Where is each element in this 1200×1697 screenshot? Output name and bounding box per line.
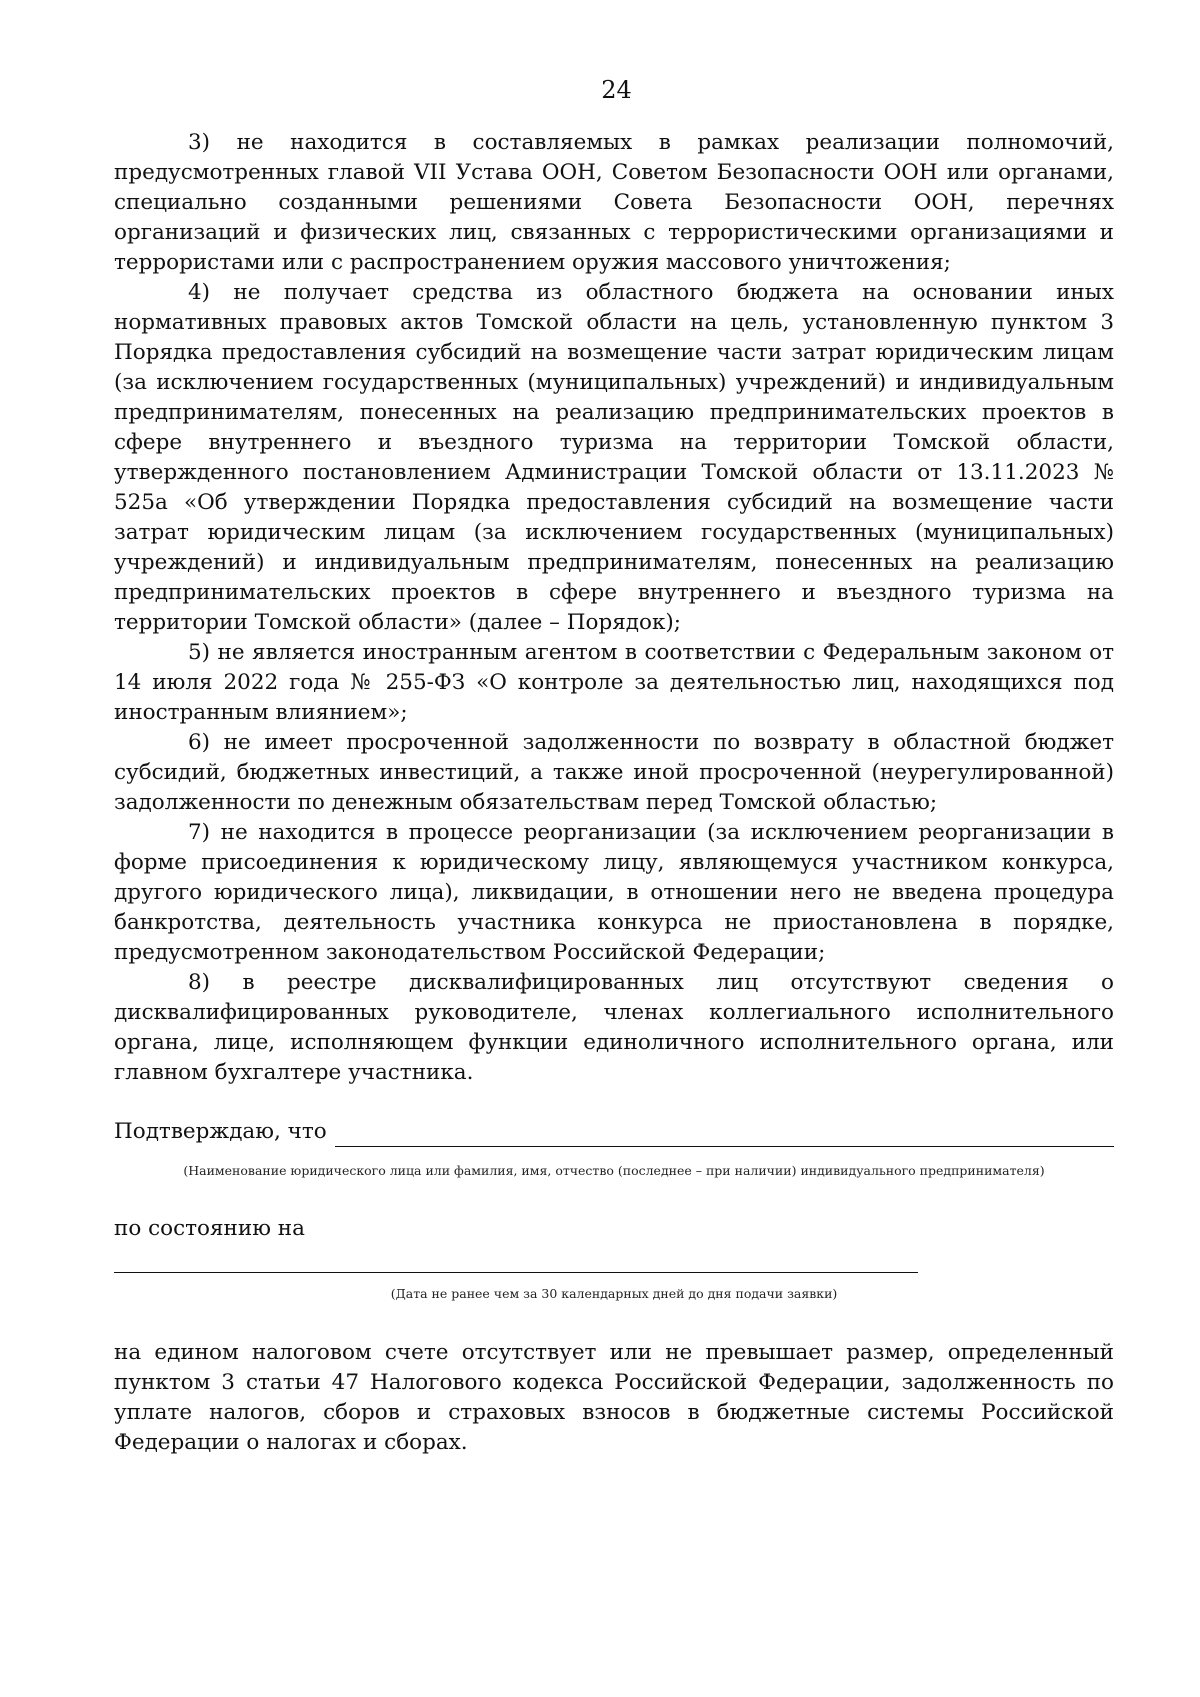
state-date-label: по состоянию на (114, 1216, 305, 1241)
condition-item-6: 6) не имеет просроченной задолженности по возврату в областной бюджет субсидий, бюджетных инвестиций, а также иной просроченной (неурегулированной) задолженности по денежным обязательствам перед Томской областью; (114, 730, 1114, 815)
state-date-hint: (Дата не ранее чем за 30 календарных дней до дня подачи заявки) (390, 1286, 838, 1301)
confirm-lead-text: Подтверждаю, что (114, 1119, 327, 1144)
condition-item-4: 4) не получает средства из областного бюджета на основании иных нормативных правовых актов Томской области на цель, установленную пунктом 3 Порядка предоставления субсидий на возмещение части затрат юридическим лицам (за исключением государственных (муниципальных) учреждений) и индивидуальным предпринимателям, понесенных на реализацию предпринимательских проектов в сфере внутреннего и въездного туризма на территории Томской области, утвержденного постановлением Администрации Томской области от 13.11.2023 № 525а «Об утверждении Порядка предоставления субсидий на возмещение части затрат юридическим лицам (за исключением государственных (муниципальных) учреждений) и индивидуальным предпринимателям, понесенных на реализацию предпринимательских проектов в сфере внутреннего и въездного туризма на территории Томской области» (далее – Порядок); (114, 280, 1114, 635)
condition-item-5: 5) не является иностранным агентом в соответствии с Федеральным законом от 14 июля 2022 года № 255-ФЗ «О контроле за деятельностью лиц, находящихся под иностранным влиянием»; (114, 640, 1114, 725)
applicant-name-hint: (Наименование юридического лица или фамилия, имя, отчество (последнее – при наличии) индивидуального предпринимателя) (183, 1163, 1045, 1178)
condition-item-7: 7) не находится в процессе реорганизации (за исключением реорганизации в форме присоединения к юридическому лицу, являющемуся участником конкурса, другого юридического лица), ликвидации, в отношении него не введена процедура банкротства, деятельность участника конкурса не приостановлена в порядке, предусмотренном законодательством Российской Федерации; (114, 820, 1114, 965)
page-number: 24 (601, 76, 632, 104)
state-date-field[interactable] (114, 1272, 918, 1273)
condition-item-8: 8) в реестре дисквалифицированных лиц отсутствуют сведения о дисквалифицированных руководителе, членах коллегиального исполнительного органа, лице, исполняющем функции единоличного исполнительного органа, или главном бухгалтере участника. (114, 970, 1114, 1085)
applicant-name-field[interactable] (335, 1122, 1114, 1147)
final-statement (114, 1338, 1114, 1458)
final-statement-text: на едином налоговом счете отсутствует или не превышает размер, определенный пунктом 3 статьи 47 Налогового кодекса Российской Федерации, задолженность по уплате налогов, сборов и страховых взносов в бюджетные системы Российской Федерации о налогах и сборах. (114, 1340, 1114, 1455)
condition-item-3: 3) не находится в составляемых в рамках реализации полномочий, предусмотренных главой VII Устава ООН, Советом Безопасности ООН или органами, специально созданными решениями Совета Безопасности ООН, перечнях организаций и физических лиц, связанных с террористическими организациями и террористами или с распространением оружия массового уничтожения; (114, 130, 1114, 275)
conditions-list (114, 128, 1114, 1088)
confirm-line (114, 1117, 1114, 1147)
